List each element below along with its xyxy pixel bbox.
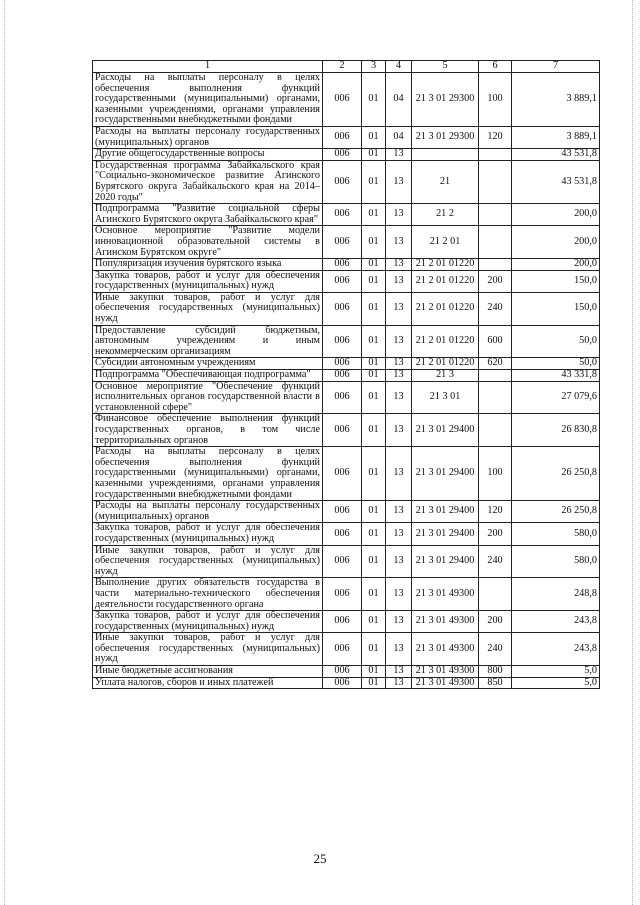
row-grbs-code: 006 (323, 325, 362, 358)
row-expense-type-code (479, 204, 512, 226)
row-name: Иные закупки товаров, работ и услуг для обеспечения государственных (муниципальных) нужд (93, 633, 323, 666)
row-target-article-code: 21 3 01 (412, 381, 479, 414)
row-section-code: 01 (362, 160, 386, 203)
row-section-code: 01 (362, 370, 386, 382)
row-name: Подпрограмма "Развитие социальной сферы Агинского Бурятского округа Забайкальского края" (93, 204, 323, 226)
row-target-article-code: 21 2 01 01220 (412, 358, 479, 370)
row-section-code: 01 (362, 204, 386, 226)
table-row (93, 226, 600, 259)
row-name: Уплата налогов, сборов и иных платежей (93, 677, 323, 689)
row-amount: 50,0 (512, 325, 600, 358)
row-grbs-code: 006 (323, 677, 362, 689)
row-subsection-code: 13 (386, 160, 412, 203)
row-expense-type-code: 620 (479, 358, 512, 370)
row-name: Субсидии автономным учреждениям (93, 358, 323, 370)
row-section-code: 01 (362, 611, 386, 633)
column-number-6: 6 (479, 61, 512, 73)
row-target-article-code: 21 3 01 29300 (412, 126, 479, 148)
row-amount: 26 250,8 (512, 447, 600, 501)
row-expense-type-code: 240 (479, 633, 512, 666)
row-amount: 243,8 (512, 611, 600, 633)
row-expense-type-code: 850 (479, 677, 512, 689)
row-expense-type-code: 800 (479, 666, 512, 678)
row-section-code: 01 (362, 677, 386, 689)
row-amount: 5,0 (512, 666, 600, 678)
row-name: Иные бюджетные ассигнования (93, 666, 323, 678)
table-row (93, 259, 600, 271)
row-name: Иные закупки товаров, работ и услуг для обеспечения государственных (муниципальных) нужд (93, 545, 323, 578)
row-section-code: 01 (362, 358, 386, 370)
row-grbs-code: 006 (323, 73, 362, 127)
row-grbs-code: 006 (323, 149, 362, 161)
row-amount: 243,8 (512, 633, 600, 666)
row-name: Иные закупки товаров, работ и услуг для обеспечения государственных (муниципальных) нужд (93, 292, 323, 325)
row-expense-type-code: 600 (479, 325, 512, 358)
row-expense-type-code (479, 414, 512, 447)
row-amount: 200,0 (512, 226, 600, 259)
row-expense-type-code (479, 149, 512, 161)
page-number: 25 (313, 851, 327, 866)
table-row (93, 325, 600, 358)
row-subsection-code: 13 (386, 633, 412, 666)
row-section-code: 01 (362, 545, 386, 578)
row-section-code: 01 (362, 414, 386, 447)
row-amount: 43 331,8 (512, 370, 600, 382)
row-expense-type-code: 120 (479, 126, 512, 148)
row-grbs-code: 006 (323, 259, 362, 271)
row-subsection-code: 04 (386, 126, 412, 148)
table-row (93, 270, 600, 292)
row-expense-type-code: 200 (479, 270, 512, 292)
table-row (93, 501, 600, 523)
row-name: Основное мероприятие "Обеспечение функций исполнительных органов государственной власти в установленной сфере" (93, 381, 323, 414)
row-section-code: 01 (362, 149, 386, 161)
row-subsection-code: 13 (386, 578, 412, 611)
row-grbs-code: 006 (323, 226, 362, 259)
row-subsection-code: 13 (386, 447, 412, 501)
row-expense-type-code: 100 (479, 447, 512, 501)
row-target-article-code: 21 2 01 (412, 226, 479, 259)
table-row (93, 545, 600, 578)
row-amount: 248,8 (512, 578, 600, 611)
row-section-code: 01 (362, 523, 386, 545)
row-target-article-code: 21 3 01 29300 (412, 73, 479, 127)
row-subsection-code: 13 (386, 523, 412, 545)
row-grbs-code: 006 (323, 292, 362, 325)
table-row (93, 370, 600, 382)
row-subsection-code: 13 (386, 270, 412, 292)
row-name: Расходы на выплаты персоналу в целях обеспечения выполнения функций государственными (муниципальными) органами, казенными учреждениями, органами управления государственными внебюджетными фондами (93, 447, 323, 501)
row-target-article-code: 21 2 (412, 204, 479, 226)
row-target-article-code: 21 (412, 160, 479, 203)
column-number-row (93, 61, 600, 73)
budget-table (92, 60, 600, 689)
row-amount: 26 250,8 (512, 501, 600, 523)
row-section-code: 01 (362, 447, 386, 501)
row-grbs-code: 006 (323, 545, 362, 578)
row-name: Закупка товаров, работ и услуг для обеспечения государственных (муниципальных) нужд (93, 523, 323, 545)
row-subsection-code: 13 (386, 677, 412, 689)
row-section-code: 01 (362, 381, 386, 414)
row-section-code: 01 (362, 226, 386, 259)
row-subsection-code: 13 (386, 370, 412, 382)
row-section-code: 01 (362, 501, 386, 523)
left-scan-edge (4, 0, 7, 905)
row-expense-type-code (479, 370, 512, 382)
column-number-4: 4 (386, 61, 412, 73)
table-row (93, 358, 600, 370)
row-expense-type-code: 100 (479, 73, 512, 127)
column-number-1: 1 (93, 61, 323, 73)
row-grbs-code: 006 (323, 633, 362, 666)
table-row (93, 204, 600, 226)
row-target-article-code: 21 3 01 29400 (412, 523, 479, 545)
row-name: Расходы на выплаты персоналу государственных (муниципальных) органов (93, 501, 323, 523)
row-section-code: 01 (362, 259, 386, 271)
row-name: Предоставление субсидий бюджетным, автономным учреждениям и иным некоммерческим организациям (93, 325, 323, 358)
row-target-article-code: 21 3 01 49300 (412, 633, 479, 666)
row-subsection-code: 13 (386, 545, 412, 578)
row-expense-type-code (479, 381, 512, 414)
budget-table-body (93, 61, 600, 689)
row-target-article-code: 21 3 01 29400 (412, 414, 479, 447)
column-number-3: 3 (362, 61, 386, 73)
row-target-article-code: 21 3 01 29400 (412, 447, 479, 501)
row-target-article-code: 21 3 01 49300 (412, 666, 479, 678)
row-expense-type-code: 120 (479, 501, 512, 523)
row-grbs-code: 006 (323, 666, 362, 678)
row-grbs-code: 006 (323, 160, 362, 203)
table-row (93, 292, 600, 325)
table-row (93, 126, 600, 148)
row-expense-type-code (479, 160, 512, 203)
row-expense-type-code: 200 (479, 611, 512, 633)
row-expense-type-code (479, 226, 512, 259)
row-section-code: 01 (362, 126, 386, 148)
row-target-article-code: 21 3 (412, 370, 479, 382)
row-name: Закупка товаров, работ и услуг для обеспечения государственных (муниципальных) нужд (93, 270, 323, 292)
row-name: Государственная программа Забайкальского края "Социально-экономическое развитие Агинского Бурятского округа Забайкальского края на 2014–2020 годы" (93, 160, 323, 203)
row-amount: 150,0 (512, 292, 600, 325)
table-row (93, 447, 600, 501)
row-amount: 5,0 (512, 677, 600, 689)
row-expense-type-code (479, 259, 512, 271)
row-name: Выполнение других обязательств государства в части материально-технического обеспечения деятельности государственного органа (93, 578, 323, 611)
table-row (93, 633, 600, 666)
row-subsection-code: 13 (386, 666, 412, 678)
row-grbs-code: 006 (323, 611, 362, 633)
row-subsection-code: 13 (386, 292, 412, 325)
row-amount: 580,0 (512, 545, 600, 578)
row-expense-type-code: 240 (479, 292, 512, 325)
row-section-code: 01 (362, 325, 386, 358)
row-amount: 3 889,1 (512, 126, 600, 148)
row-subsection-code: 13 (386, 381, 412, 414)
row-name: Подпрограмма "Обеспечивающая подпрограмма" (93, 370, 323, 382)
row-subsection-code: 13 (386, 226, 412, 259)
table-row (93, 149, 600, 161)
row-subsection-code: 13 (386, 325, 412, 358)
row-target-article-code: 21 2 01 01220 (412, 325, 479, 358)
row-target-article-code: 21 2 01 01220 (412, 292, 479, 325)
row-expense-type-code (479, 578, 512, 611)
row-section-code: 01 (362, 578, 386, 611)
row-amount: 26 830,8 (512, 414, 600, 447)
row-subsection-code: 04 (386, 73, 412, 127)
row-section-code: 01 (362, 633, 386, 666)
table-row (93, 611, 600, 633)
row-grbs-code: 006 (323, 126, 362, 148)
row-grbs-code: 006 (323, 501, 362, 523)
table-row (93, 578, 600, 611)
table-row (93, 414, 600, 447)
row-subsection-code: 13 (386, 414, 412, 447)
row-grbs-code: 006 (323, 447, 362, 501)
row-expense-type-code: 240 (479, 545, 512, 578)
row-section-code: 01 (362, 73, 386, 127)
column-number-2: 2 (323, 61, 362, 73)
row-amount: 43 531,8 (512, 160, 600, 203)
row-section-code: 01 (362, 666, 386, 678)
row-name: Основное мероприятие "Развитие модели инновационной образовательной системы в Агинском Бурятском округе" (93, 226, 323, 259)
row-target-article-code: 21 3 01 49300 (412, 677, 479, 689)
table-row (93, 381, 600, 414)
row-section-code: 01 (362, 270, 386, 292)
table-row (93, 523, 600, 545)
row-grbs-code: 006 (323, 414, 362, 447)
row-amount: 50,0 (512, 358, 600, 370)
row-expense-type-code: 200 (479, 523, 512, 545)
column-number-5: 5 (412, 61, 479, 73)
row-grbs-code: 006 (323, 381, 362, 414)
table-row (93, 73, 600, 127)
row-name: Другие общегосударственные вопросы (93, 149, 323, 161)
row-target-article-code: 21 3 01 49300 (412, 578, 479, 611)
row-name: Финансовое обеспечение выполнения функций государственных органов, в том числе территориальных органов (93, 414, 323, 447)
row-amount: 200,0 (512, 259, 600, 271)
table-row (93, 160, 600, 203)
row-target-article-code: 21 2 01 01220 (412, 259, 479, 271)
row-grbs-code: 006 (323, 578, 362, 611)
row-target-article-code: 21 3 01 29400 (412, 545, 479, 578)
row-name: Популяризация изучения бурятского языка (93, 259, 323, 271)
row-subsection-code: 13 (386, 204, 412, 226)
row-amount: 3 889,1 (512, 73, 600, 127)
table-row (93, 666, 600, 678)
row-target-article-code (412, 149, 479, 161)
row-target-article-code: 21 2 01 01220 (412, 270, 479, 292)
row-subsection-code: 13 (386, 149, 412, 161)
row-target-article-code: 21 3 01 29400 (412, 501, 479, 523)
table-row (93, 677, 600, 689)
right-scan-edge (632, 0, 635, 905)
row-subsection-code: 13 (386, 611, 412, 633)
row-grbs-code: 006 (323, 270, 362, 292)
row-grbs-code: 006 (323, 370, 362, 382)
row-section-code: 01 (362, 292, 386, 325)
row-grbs-code: 006 (323, 523, 362, 545)
row-amount: 27 079,6 (512, 381, 600, 414)
row-name: Расходы на выплаты персоналу государственных (муниципальных) органов (93, 126, 323, 148)
row-name: Закупка товаров, работ и услуг для обеспечения государственных (муниципальных) нужд (93, 611, 323, 633)
row-subsection-code: 13 (386, 501, 412, 523)
row-amount: 43 531,8 (512, 149, 600, 161)
row-subsection-code: 13 (386, 259, 412, 271)
row-amount: 150,0 (512, 270, 600, 292)
row-grbs-code: 006 (323, 204, 362, 226)
row-name: Расходы на выплаты персоналу в целях обеспечения выполнения функций государственными (муниципальными) органами, казенными учреждениями, органами управления государственными внебюджетными фондами (93, 73, 323, 127)
column-number-7: 7 (512, 61, 600, 73)
row-amount: 200,0 (512, 204, 600, 226)
row-grbs-code: 006 (323, 358, 362, 370)
row-amount: 580,0 (512, 523, 600, 545)
row-target-article-code: 21 3 01 49300 (412, 611, 479, 633)
row-subsection-code: 13 (386, 358, 412, 370)
